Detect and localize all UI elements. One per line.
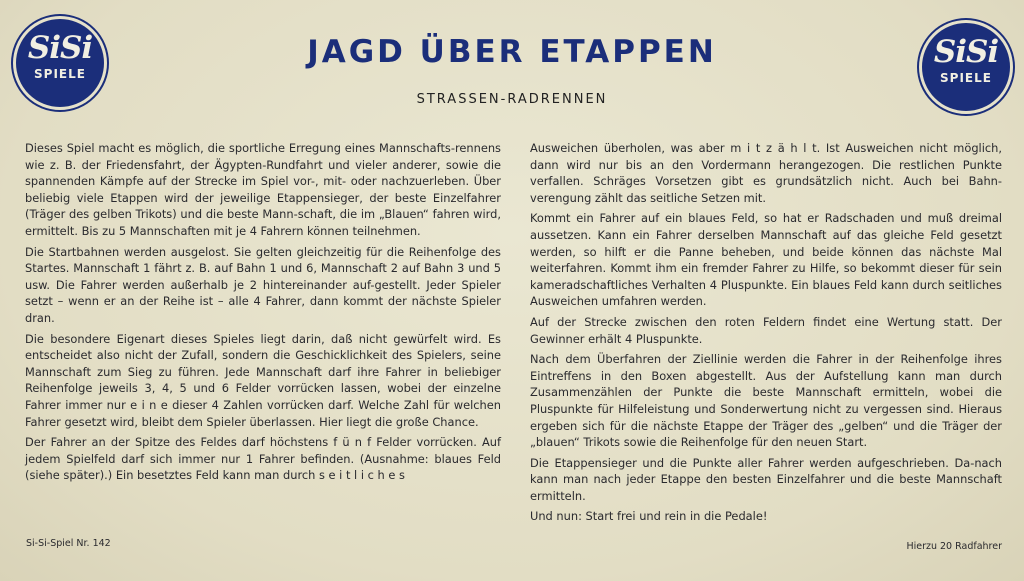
logo-mark: SiSi	[27, 30, 93, 66]
paragraph: Auf der Strecke zwischen den roten Feldern findet eine Wertung statt. Der Gewinner erhält 4 Pluspunkte.	[530, 314, 1002, 346]
page-subtitle: STRASSEN-RADRENNEN	[416, 92, 608, 107]
game-number: Si-Si-Spiel Nr. 142	[26, 538, 111, 549]
logo-sub: SPIELE	[940, 71, 992, 85]
paragraph: Die besondere Eigenart dieses Spieles liegt darin, daß nicht gewürfelt wird. Es entscheidet also nicht der Zufall, sondern die Geschicklichkeit des Spielers, seine Mannschaft zum Sieg zu führen. Jede Mannschaft darf ihre Fahrer in beliebiger Reihenfolge jeweils 3, 4, 5 und 6 Felder vorrücken lassen, wobei der einzelne Fahrer immer nur e i n e dieser 4 Zahlen vorrücken darf. Welche Zahl für welchen Fahrer gesetzt wird, bleibt dem Spieler überlassen. Hier liegt die große Chance.	[25, 331, 501, 429]
paragraph: Kommt ein Fahrer auf ein blaues Feld, so hat er Radschaden und muß dreimal aussetzen. Kann ein Fahrer derselben Mannschaft auf das gleiche Feld gesetzt werden, so hilft er die Panne beheben, und beide können das nächste Mal weiterfahren. Kommt ihm ein fremder Fahrer zu Hilfe, so bekommt dieser für sein kameradschaftliches Verhalten 4 Pluspunkte. Ein blaues Feld kann durch seitliches Ausweichen umfahren werden.	[530, 211, 1002, 309]
paragraph: Ausweichen überholen, was aber m i t z ä h l t. Ist Ausweichen nicht möglich, dann wird nur bis an den Vordermann herangezogen. Die restlichen Punkte verfallen. Schräges Vorsetzen gibt es grundsätzlich nicht. Auch bei Bahn-verengung zählt das seitliche Setzen mit.	[530, 141, 1002, 205]
logo-sub: SPIELE	[34, 67, 86, 81]
paragraph: Die Startbahnen werden ausgelost. Sie gelten gleichzeitig für die Reihenfolge des Startes. Mannschaft 1 fährt z. B. auf Bahn 1 und 6, Mannschaft 2 auf Bahn 3 und 5 usw. Die Fahrer werden außerhalb je 2 hintereinander auf-gestellt. Jeder Spieler setzt – wenn er an der Reihe ist – alle 4 Fahrer, dann kommt der nächste Spieler dran.	[25, 244, 501, 325]
paragraph: Dieses Spiel macht es möglich, die sportliche Erregung eines Mannschafts-rennens wie z. B. der Friedensfahrt, der Ägypten-Rundfahrt und vieler anderer, sowie die spannenden Kämpfe auf der Strecke im Spiel vor-, mit- oder nachzuerleben. Über beliebig viele Etappen wird der jeweilige Etappensieger, der beste Einzelfahrer (Träger des gelben Trikots) und die beste Mann-schaft, die im „Blauen“ fahren wird, ermittelt. Bis zu 5 Mannschaften mit je 4 Fahrern können teilnehmen.	[25, 141, 501, 238]
right-text-column	[530, 140, 1002, 529]
pieces-note: Hierzu 20 Radfahrer	[906, 541, 1002, 552]
paragraph: Der Fahrer an der Spitze des Feldes darf höchstens f ü n f Felder vorrücken. Auf jedem Spielfeld darf sich immer nur 1 Fahrer befinden. (Ausnahme: blaues Feld (siehe später).) Ein besetztes Feld kann man durch s e i t l i c h e s	[25, 435, 501, 483]
logo-mark: SiSi	[933, 34, 999, 70]
paragraph: Und nun: Start frei und rein in die Pedale!	[530, 509, 768, 524]
paragraph: Die Etappensieger und die Punkte aller Fahrer werden aufgeschrieben. Da-nach kann man nach jeder Etappe den besten Einzelfahrer und die beste Mannschaft ermitteln.	[530, 455, 1002, 503]
paragraph: Nach dem Überfahren der Ziellinie werden die Fahrer in der Reihenfolge ihres Eintreffens in den Boxen abgestellt. Aus der Aufstellung kann man durch Zusammenzählen der Punkte die beste Mannschaft ermitteln, wobei die Pluspunkte für Hilfeleistung und Sonderwertung nicht zu vergessen sind. Hieraus ergeben sich für die nächste Etappe der Träger des „gelben“ und die Träger der „blauen“ Trikots sowie die Reihenfolge für den neuen Start.	[530, 352, 1002, 450]
left-text-column	[25, 140, 501, 488]
page-title: JAGD ÜBER ETAPPEN	[307, 34, 717, 70]
